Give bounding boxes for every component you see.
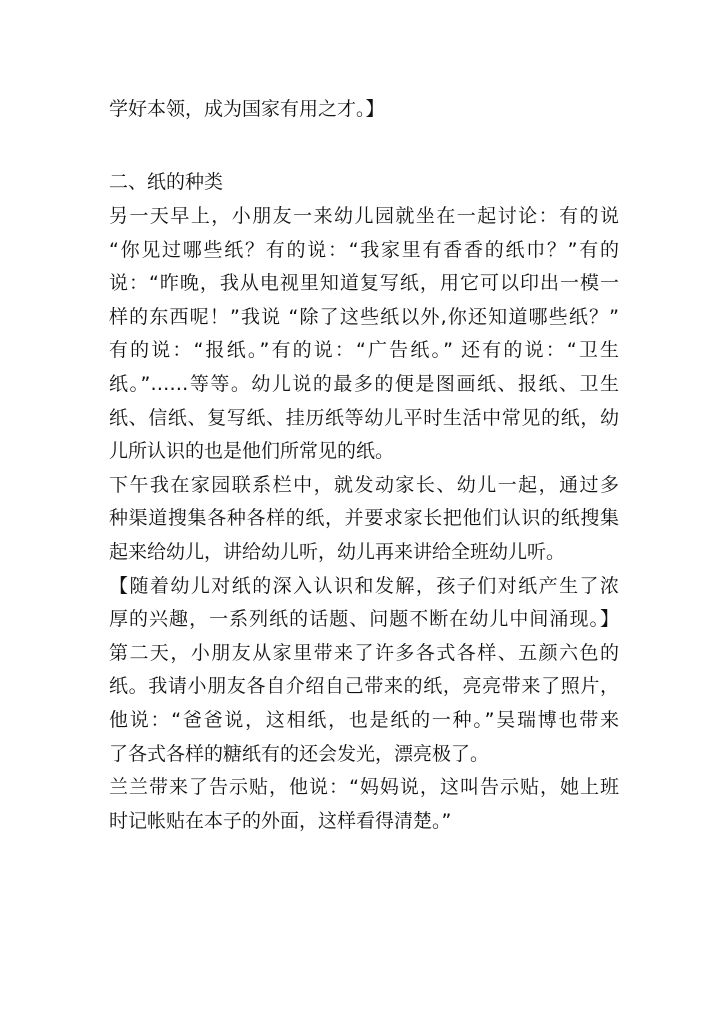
text-line: 纸、信纸、复写纸、挂历纸等幼儿平时生活中常见的纸，幼 xyxy=(109,406,619,429)
text-line: 第二天，小朋友从家里带来了许多各式各样、五颜六色的 xyxy=(109,641,619,664)
text-line: 时记帐贴在本子的外面，这样看得清楚。” xyxy=(109,809,452,832)
body-text xyxy=(109,200,619,838)
text-line: 纸。”……等等。幼儿说的最多的便是图画纸、报纸、卫生 xyxy=(109,372,619,395)
text-line: 【随着幼儿对纸的深入认识和发解，孩子们对纸产生了浓 xyxy=(109,574,619,597)
section-title xyxy=(109,166,619,200)
text-line: 学好本领，成为国家有用之才。】 xyxy=(109,98,385,120)
text-line: 兰兰带来了告示贴，他说：“妈妈说，这叫告示贴，她上班 xyxy=(109,776,619,799)
text-line: 下午我在家园联系栏中，就发动家长、幼儿一起，通过多 xyxy=(109,473,619,496)
section-heading: 二、纸的种类 xyxy=(109,171,224,193)
intro-paragraph xyxy=(109,93,619,127)
text-line: “你见过哪些纸？有的说：“我家里有香香的纸巾？”有的 xyxy=(109,238,619,261)
text-line: 有的说：“报纸。”有的说：“广告纸。” 还有的说：“卫生 xyxy=(109,339,619,362)
text-line: 儿所认识的也是他们所常见的纸。 xyxy=(109,440,395,463)
text-line: 厚的兴趣，一系列纸的话题、问题不断在幼儿中间涌现。】 xyxy=(109,608,619,631)
text-line: 了各式各样的糖纸有的还会发光，漂亮极了。 xyxy=(109,742,490,765)
text-line: 说：“昨晚，我从电视里知道复写纸，用它可以印出一模一 xyxy=(109,272,619,295)
text-line: 纸。我请小朋友各自介绍自己带来的纸，亮亮带来了照片， xyxy=(109,675,619,698)
text-line: 起来给幼儿，讲给幼儿听，幼儿再来讲给全班幼儿听。 xyxy=(109,540,566,563)
text-line: 他说：“爸爸说，这相纸，也是纸的一种。”吴瑞博也带来 xyxy=(109,708,619,731)
text-line: 样的东西呢！”我说 “除了这些纸以外,你还知道哪些纸？” xyxy=(109,305,619,328)
text-line: 另一天早上，小朋友一来幼儿园就坐在一起讨论：有的说 xyxy=(109,205,619,227)
text-line: 种渠道搜集各种各样的纸，并要求家长把他们认识的纸搜集 xyxy=(109,507,619,530)
